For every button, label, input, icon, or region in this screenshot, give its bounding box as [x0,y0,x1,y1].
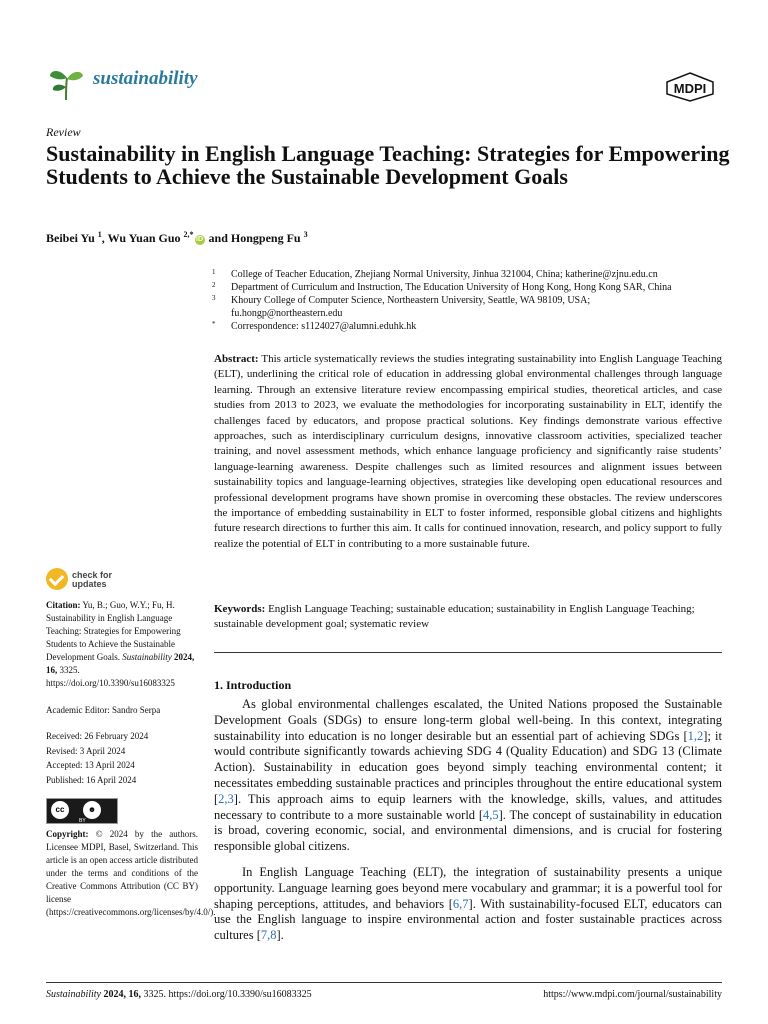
attribution-icon: ☻ [83,801,101,819]
author-affiliation-mark: 2,* [183,230,194,239]
cc-by-label: BY [79,818,86,824]
affiliation-text: fu.hongp@northeastern.edu [231,308,343,319]
footer-doi-link[interactable]: 3325. https://doi.org/10.3390/su16083325 [143,989,312,1000]
abstract [214,352,722,552]
affiliation-number: 1 [212,268,216,276]
footer-journal-url[interactable]: https://www.mdpi.com/journal/sustainability [543,989,722,1000]
copyright-label: Copyright: [46,829,89,839]
publication-dates [46,729,148,787]
cc-by-license-icon[interactable] [46,798,118,824]
date-received: Received: 26 February 2024 [46,731,149,741]
paragraph-text: ]. [276,928,284,943]
copyright-block [46,828,216,919]
author-name[interactable]: Hongpeng Fu [230,231,301,245]
citation-link[interactable]: 4,5 [482,807,499,822]
mdpi-logo[interactable] [665,72,715,102]
keywords-label: Keywords: [214,603,266,615]
orcid-icon[interactable]: iD [196,236,204,243]
citation-text: Yu, B.; Guo, W.Y.; Fu, H. Sustainability in English Language Teaching: Strategies for Empowering Students to Achieve the Sustainable Development Goals. [46,600,181,662]
section-heading: 1. Introduction [214,678,292,692]
citation-link[interactable]: 6,7 [452,896,469,911]
section-divider [214,652,722,653]
date-revised: Revised: 3 April 2024 [46,745,126,756]
footer-divider [46,982,722,983]
date-accepted: Accepted: 13 April 2024 [46,760,135,770]
paragraph-text: ]; it would contribute significantly towards achieving SDG 4 (Quality Education) and SDG 13 (Climate Action). Sustainability in education goes beyond simply teaching environmental content; it necessitates embedding sustainable practices and principles throughout the entire educational system [ [214,728,722,806]
check-updates-line1: check for [72,570,113,580]
citation-doi[interactable]: 3325. https://doi.org/10.3390/su16083325 [46,665,175,688]
paragraph-text: In English Language Teaching (ELT), the integration of sustainability presents a unique opportunity. Language learning goes beyond mere vocabulary and grammar; it is a powerful tool for shaping perceptions, attitudes, and behaviors [ [214,865,722,911]
paragraph-text: ]. This approach aims to equip learners with the knowledge, skills, values, and attitudes necessary to contribute to a more sustainable world [ [214,791,722,822]
citation-year-vol: 2024, 16, [46,652,195,675]
citation-link[interactable]: 7,8 [260,928,277,943]
author-name[interactable]: Beibei Yu [46,231,95,245]
mdpi-logo-text: MDPI [673,81,707,96]
keywords-text: English Language Teaching; sustainable education; sustainability in English Language Teaching; sustainable development goal; systematic review [214,603,695,631]
footer-citation [46,989,312,1000]
author-separator: and [205,231,231,245]
citation-link[interactable]: 1,2 [687,728,704,743]
cc-icon: cc [51,801,69,819]
affiliation-number: 2 [212,281,216,289]
affiliation-number: 3 [212,294,216,302]
footer-year-vol: 2024, 16, [103,989,141,1000]
journal-name[interactable]: sustainability [93,68,198,89]
affiliation-text: Khoury College of Computer Science, Northeastern University, Seattle, WA 98109, USA; [231,295,591,306]
paragraph-text: ]. The concept of sustainability in education is broad, covering economic, social, and environmental dimensions, and is crucial for fostering responsible global citizens. [214,807,722,854]
intro-paragraph-2 [214,865,722,944]
article-title: Sustainability in English Language Teaching: Strategies for Empowering Students to Achieve the Sustainable Development Goals [46,141,730,189]
author-affiliation-mark: 1 [97,230,102,239]
check-for-updates-button[interactable] [46,568,166,594]
abstract-text: This article systematically reviews the studies integrating sustainability into English Language Teaching (ELT), underlining the critical role of education in addressing global environmental challenges through language learning. Through an extensive literature review encompassing empirical studies, theoretical articles, and case studies from 2013 to 2023, we evaluate the methodologies for incorporating sustainability in ELT, identify the challenges faced by educators, and propose practical solutions. Key findings demonstrate various effective approaches, such as interdisciplinary curriculum designs, innovative classroom activities, specialized teacher training, and novel assessment methods, which enhance language proficiency and significantly raise students’ language-learning awareness. Despite challenges such as limited resources and alignment issues between sustainability topics and language-learning objectives, strategies like developing open educational resources and professional development programs have shown promise in overcoming these obstacles. The review underscores the importance of embedding sustainability in ELT to foster informed, responsible global citizens and highlights future research directions to further this aim. It calls for continued innovation, research, and policy support to fully realize the potential of ELT in contributing to a more sustainable future. [214,353,722,550]
author-separator: , [101,231,108,245]
paragraph-text: As global environmental challenges escalated, the United Nations proposed the Sustainable Development Goals (SDGs) to ensure long-term global well-being. In this context, integrating sustainability into education is no longer desirable but an essential part of achieving SDGs [ [214,697,722,743]
affiliation-text: Department of Curriculum and Instruction, The Education University of Hong Kong, Hong Kong SAR, China [231,282,672,293]
affiliation-text: College of Teacher Education, Zhejiang Normal University, Jinhua 321004, China; katherine@zjnu.edu.cn [231,269,658,280]
abstract-label: Abstract: [214,353,259,365]
paragraph-text: ]. With sustainability-focused ELT, educators can use the English language to inspire environmental action and foster sustainable practices across cultures [ [214,896,722,943]
date-published: Published: 16 April 2024 [46,774,137,785]
citation-link[interactable]: 2,3 [218,791,234,806]
author-name[interactable]: Wu Yuan Guo [107,231,181,245]
academic-editor: Academic Editor: Sandro Serpa [46,705,161,715]
check-icon [46,568,68,590]
citation-journal: Sustainability [122,652,172,662]
affiliation-number: * [212,320,216,328]
footer-journal: Sustainability [46,989,101,1000]
article-type: Review [46,125,81,139]
correspondence-text: Correspondence: s1124027@alumni.eduhk.hk [231,321,417,332]
keywords [214,602,722,633]
check-updates-line2: updates [72,579,107,589]
citation-block [46,599,204,690]
leaf-icon [46,62,86,102]
author-affiliation-mark: 3 [303,230,308,239]
intro-paragraph-1 [214,697,722,855]
copyright-text: © 2024 by the authors. Licensee MDPI, Basel, Switzerland. This article is an open access article distributed under the terms and conditions of the Creative Commons Attribution (CC BY) license (https://creativecommons.org/licenses/by/4.0/). [46,829,216,917]
author-list [46,230,308,246]
citation-label: Citation: [46,600,81,610]
